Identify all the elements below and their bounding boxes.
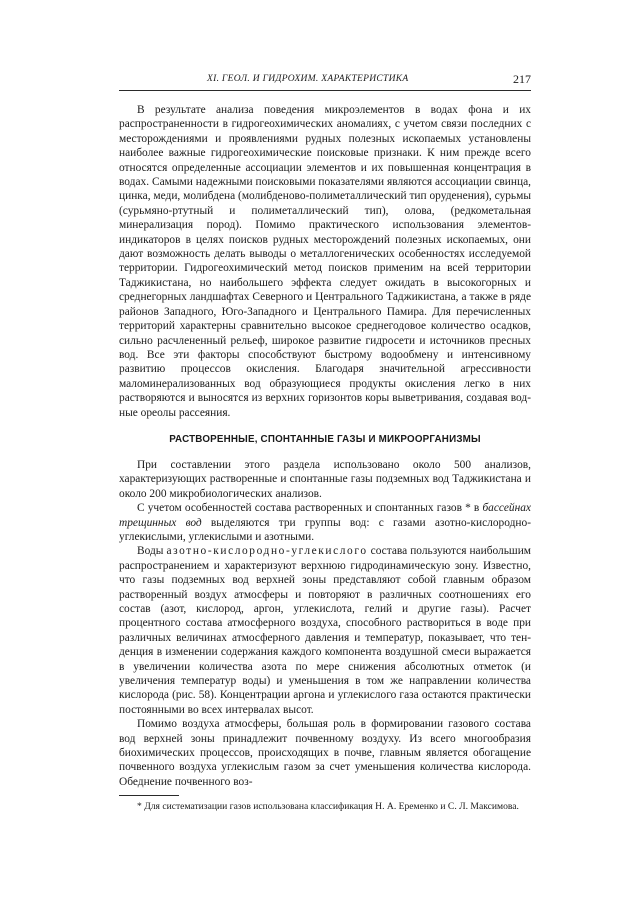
page-number: 217: [513, 72, 531, 86]
section-heading: РАСТВОРЕННЫЕ, СПОНТАННЫЕ ГАЗЫ И МИКРООРГАНИЗМЫ: [169, 433, 481, 445]
book-page: [119, 72, 531, 813]
paragraph-microelements: В результате анализа поведения микроэлементов в водах фона и их распространенности в гидрогеохимических аномалиях, с учетом связи последних с месторождениями и проявлениями рудных полезных ископаемых установлены наиболее важные гидрогеохимические поисковые признаки. К ним прежде всего относятся определенные ассоциации элементов и их повышенная концентрация в водах. Самыми надежными поисковыми показателями являются ассоциации свинца, цинка, меди, молибдена (молибденово-полиметаллический тип оруденения), сурьмы (сурьмяно-ртутный и полиметаллический тип), олова, (редкометальная минерализация пород). Помимо практического использования элементов-индикаторов в целях поисков рудных месторождений полезных ископаемых, они дают возможность делать выводы о металлогенических особенностях исследуемой территории. Гидрогеохимический метод поисков применим на всей территории Таджикистана, но наибольшего эффекта следует ожидать в высокогорных и среднегорных ландшафтах Северного и Центрального Таджикистана, а также в ряде районов Западного, Юго-Западного и Центрального Памира. Для перечисленных территорий характерны сравнительно высокое среднегодовое количество осадков, сильно расчлененный рельеф, широкое развитие гидросети и источников пресных вод. Все эти факторы способствуют быстрому водообмену и интенсивному развитию процессов окисления. Благодаря значительной агрессивности маломинерализованных вод образующиеся продукты окисления легко в них растворяются и выносятся из верхних горизонтов коры выветривания, создавая водные ореолы рассеяния.: [119, 104, 531, 419]
fractured-waters-term: бассейнах трещинных вод: [119, 502, 531, 529]
gas-groups-lead: С учетом особенностей состава растворенных и спонтанных газов * в: [137, 502, 483, 515]
paragraph-data-sources: При составлении этого раздела использовано около 500 анализов, характеризующих растворенные и спонтанные газы подземных вод Таджикистана и около 200 микробиологических анализов.: [119, 458, 531, 500]
paragraph-nitrogen-oxygen-waters: [119, 544, 531, 717]
running-title: XI. ГЕОЛ. И ГИДРОХИМ. ХАРАКТЕРИСТИКА: [207, 74, 409, 84]
paragraph-gas-groups: [119, 501, 531, 544]
nitrogen-oxygen-lead: Воды: [137, 545, 167, 558]
paragraph-soil-air: Помимо воздуха атмосферы, большая роль в формировании газового состава вод верхней зоны принадлежит почвенному воздуху. Из всего многообразия биохимических процессов, происходящих в почве, главным является обогащение почвенного воздуха углекислым газом за счет уменьшения количества кислорода. Обеднение почвенного воз-: [119, 718, 531, 788]
nitrogen-oxygen-rest: состава пользуются наибольшим распространением и характеризуют верхнюю гидродинамическую зону. Известно, что газы подземных вод верхней зоны представляют собой главным образом растворенный воздух атмосферы и повторяют в различных соотношениях его состав (азот, кислород, аргон, углекислота, гелий и другие газы). Расчет процентного состава атмосферного воздуха, способного раствориться в воде при различных величинах атмосферного давления и температур, показывает, что тенденция в изменении содержания каждого компонента воздушной смеси выражается в увеличении количества азота по мере снижения абсолютных отметок (и увеличения температур воды) и уменьшения в том же направлении количества кислорода (рис. 58). Концентрации аргона и углекислого газа остаются практически постоянными во всех интервалах высот.: [119, 545, 531, 716]
nitrogen-oxygen-term: азотно-кислородно-углекислого: [166, 545, 368, 558]
footnote-divider: [119, 795, 179, 796]
footnote: * Для систематизации газов использована классификация Н. А. Еременко и С. Л. Максимова.: [137, 801, 519, 813]
running-header: [119, 72, 531, 91]
gas-groups-rest: выделяются три группы вод: с газами азотно-кислородно-углекислыми, углекислыми и азотными.: [119, 516, 531, 543]
